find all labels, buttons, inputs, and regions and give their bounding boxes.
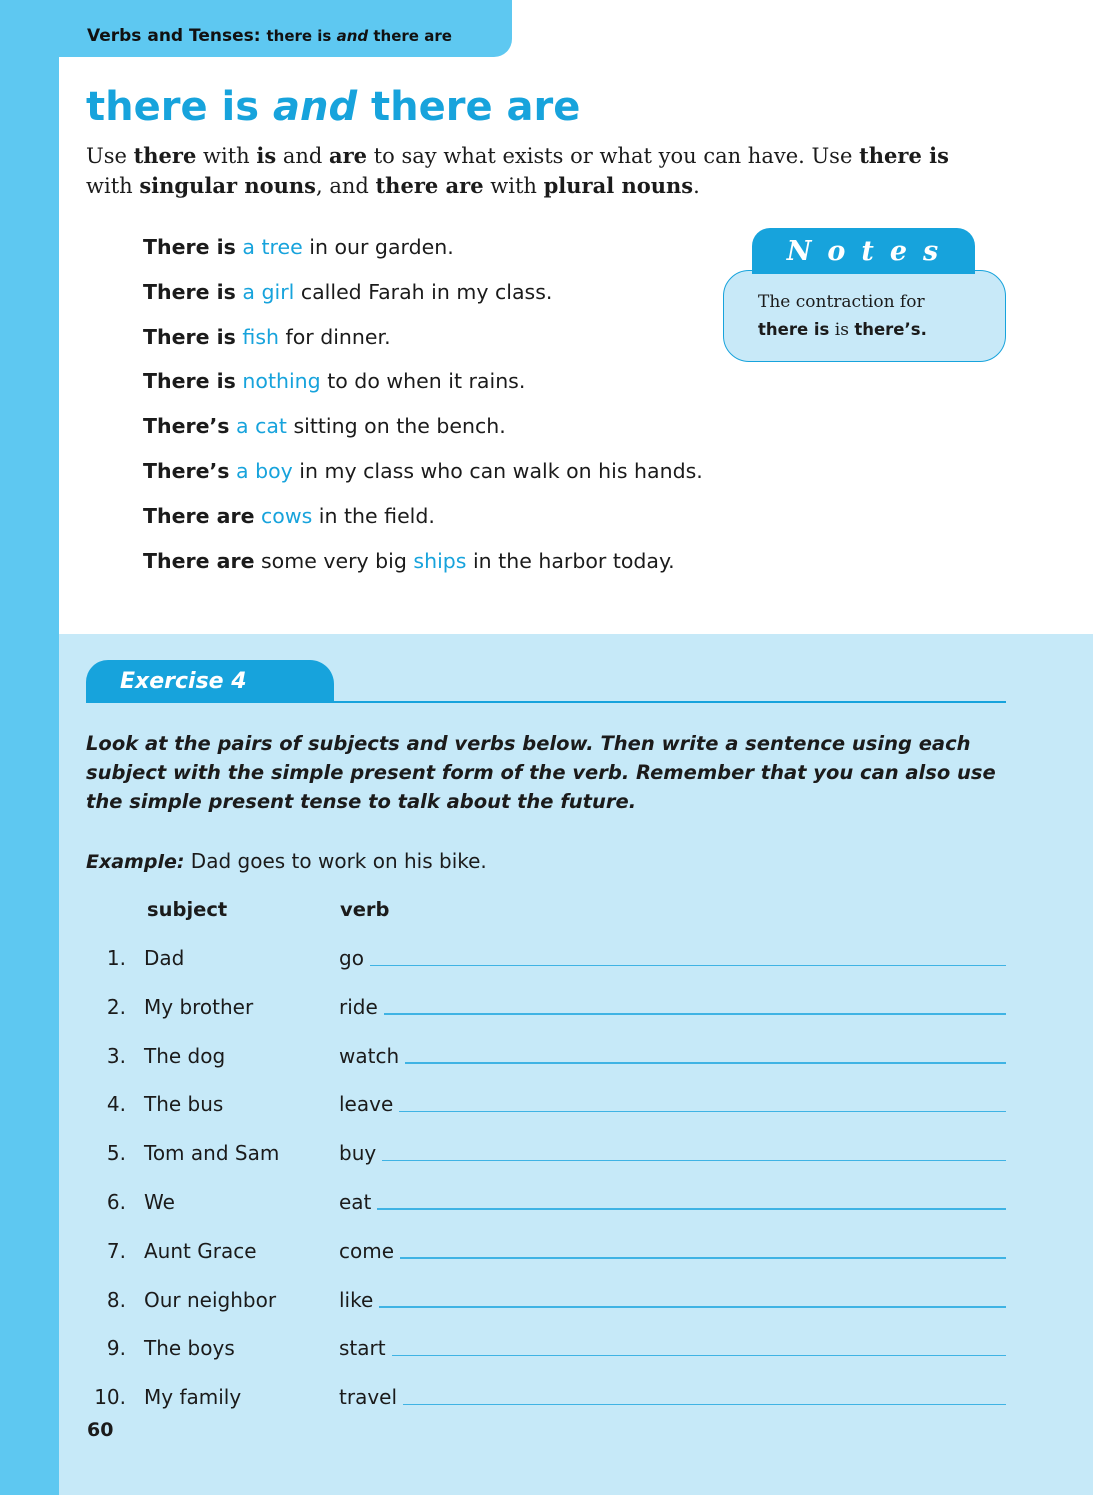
example-sentence: There’s a boy in my class who can walk on his hands. xyxy=(143,458,703,483)
title-mid: and xyxy=(272,84,358,130)
left-color-strip xyxy=(0,0,59,1495)
section-header xyxy=(87,26,452,46)
exercise-label: Exercise 4 xyxy=(120,669,247,694)
answer-line[interactable] xyxy=(377,1208,1006,1210)
page-title xyxy=(86,84,580,130)
intro-paragraph: Use there with is and are to say what exists or what you can have. Use there is with singular nouns, and there are with plural nouns. xyxy=(86,143,949,198)
answer-line[interactable] xyxy=(382,1160,1006,1162)
answer-line[interactable] xyxy=(384,1013,1006,1015)
topic-mid: and xyxy=(336,27,369,45)
notes-box xyxy=(723,270,1006,362)
column-header-subject: subject xyxy=(147,898,228,921)
example-sentence: There is a tree in our garden. xyxy=(143,235,454,259)
exercise-example: Example: Dad goes to work on his bike. xyxy=(86,849,487,873)
title-post: there are xyxy=(371,84,581,130)
answer-line[interactable] xyxy=(405,1062,1006,1064)
answer-line[interactable] xyxy=(379,1306,1006,1308)
answer-line[interactable] xyxy=(370,965,1006,967)
answer-line[interactable] xyxy=(400,1257,1006,1259)
example-sentence: There are cows in the field. xyxy=(143,503,435,528)
example-sentences xyxy=(143,232,703,590)
answer-line[interactable] xyxy=(403,1404,1006,1406)
example-sentence: There are some very big ships in the harbor today. xyxy=(143,548,675,573)
example-sentence: There’s a cat sitting on the bench. xyxy=(143,414,506,439)
exercise-rule xyxy=(334,701,1006,703)
notes-title: Notes xyxy=(752,228,975,274)
title-pre: there is xyxy=(86,84,260,130)
exercise-tab xyxy=(86,660,334,703)
notes-text: The contraction for there is is there’s. xyxy=(758,292,927,340)
column-header-verb: verb xyxy=(340,898,390,921)
answer-line[interactable] xyxy=(399,1111,1006,1113)
example-sentence: There is a girl called Farah in my class. xyxy=(143,279,553,304)
exercise-instructions: Look at the pairs of subjects and verbs below. Then write a sentence using each subject with the simple present form of the verb. Remember that you can also use the simple present tense to talk about the future. xyxy=(86,732,996,813)
topic-pre: there is xyxy=(266,27,332,45)
example-sentence: There is nothing to do when it rains. xyxy=(143,369,526,394)
example-sentence: There is fish for dinner. xyxy=(143,324,391,349)
page-number: 60 xyxy=(87,1419,114,1441)
topic-post: there are xyxy=(373,27,452,45)
answer-line[interactable] xyxy=(392,1355,1006,1357)
section-name: Verbs and Tenses: xyxy=(87,26,261,46)
